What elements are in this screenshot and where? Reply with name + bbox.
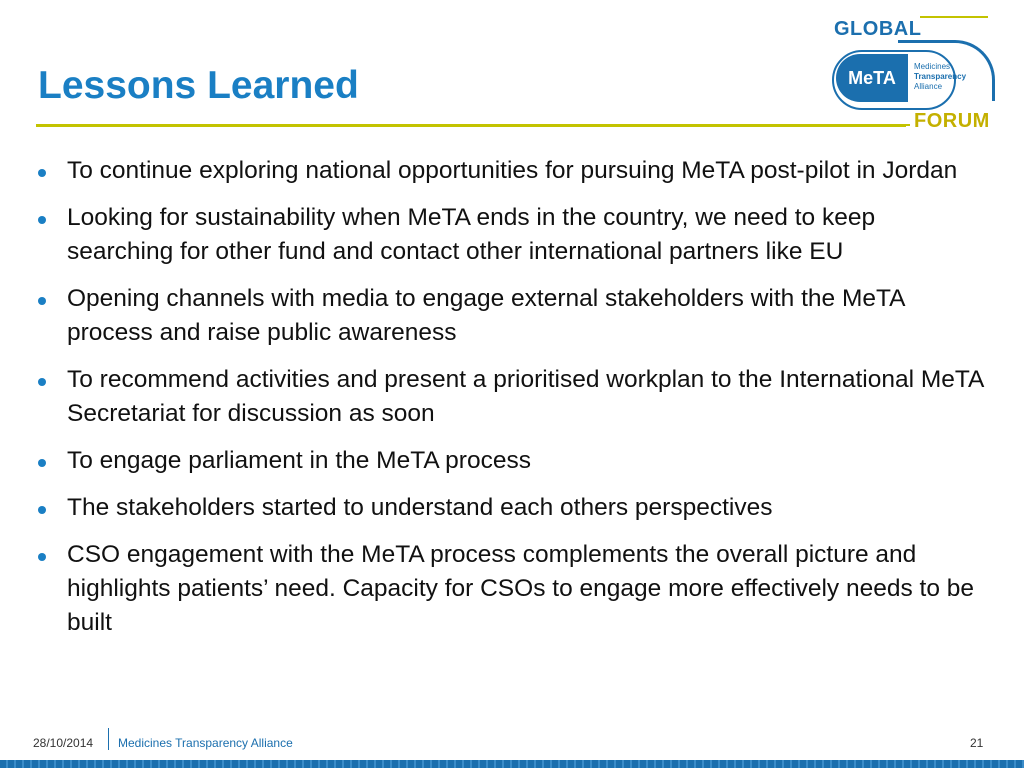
logo-line3: Alliance xyxy=(914,82,943,91)
slide-title: Lessons Learned xyxy=(38,64,359,107)
bullet-dot-icon xyxy=(38,506,46,514)
bullet-dot-icon xyxy=(38,553,46,561)
logo-line-top xyxy=(920,16,988,18)
bullet-dot-icon xyxy=(38,459,46,467)
bullet-dot-icon xyxy=(38,216,46,224)
bullet-item xyxy=(36,201,986,269)
bullet-item xyxy=(36,282,986,350)
bullet-dot-icon xyxy=(38,378,46,386)
logo-forum-text: FORUM xyxy=(914,110,990,132)
global-meta-forum-logo xyxy=(828,10,1008,132)
bullet-item xyxy=(36,154,986,188)
footer-date: 28/10/2014 xyxy=(33,736,94,750)
bullet-item xyxy=(36,538,986,640)
footer-organization: Medicines Transparency Alliance xyxy=(118,736,293,750)
bullet-text: Looking for sustainability when MeTA ends in the country, we need to keep searching for other fund and contact other international partners like EU xyxy=(67,204,876,265)
page-number: 21 xyxy=(970,736,984,750)
bullet-item xyxy=(36,444,986,478)
title-divider xyxy=(36,124,906,127)
bullet-item xyxy=(36,491,986,525)
bullet-dot-icon xyxy=(38,297,46,305)
slide-footer xyxy=(0,728,1024,768)
bullet-list xyxy=(36,154,986,653)
logo-line-bottom xyxy=(828,124,910,126)
bullet-dot-icon xyxy=(38,169,46,177)
logo-line2: Transparency xyxy=(914,72,967,81)
bullet-text: The stakeholders started to understand each others perspectives xyxy=(67,494,773,521)
footer-bar xyxy=(0,760,1024,768)
logo-line1: Medicines xyxy=(914,62,951,71)
bullet-text: To recommend activities and present a prioritised workplan to the International MeTA Secretariat for discussion as soon xyxy=(67,366,984,427)
logo-global-text: GLOBAL xyxy=(834,18,922,40)
bullet-text: CSO engagement with the MeTA process complements the overall picture and highlights patients’ need. Capacity for CSOs to engage more effectively needs to be built xyxy=(67,541,975,636)
bullet-text: To continue exploring national opportunities for pursuing MeTA post-pilot in Jordan xyxy=(67,157,958,184)
footer-separator xyxy=(108,728,109,750)
bullet-item xyxy=(36,363,986,431)
logo-meta-text: MeTA xyxy=(836,54,908,102)
logo-subtitle xyxy=(914,62,966,92)
bullet-text: Opening channels with media to engage external stakeholders with the MeTA process and raise public awareness xyxy=(67,285,905,346)
bullet-text: To engage parliament in the MeTA process xyxy=(67,447,531,474)
